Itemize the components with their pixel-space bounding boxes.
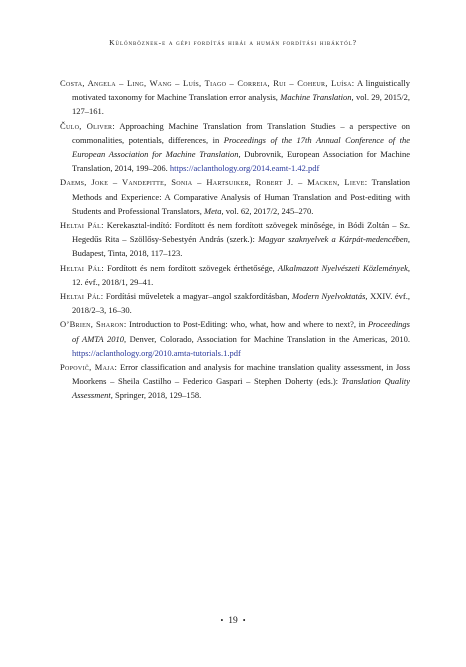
bibliography-list (60, 76, 410, 403)
entry-title: Meta (204, 205, 222, 216)
entry-text: Introduction to Post-Editing: who, what, how and where to next?, in (126, 319, 368, 330)
entry-author: Heltai Pál: (60, 262, 104, 273)
bullet-right: • (242, 616, 246, 625)
entry-title: Alkalmazott Nyelvészeti Közlemények (277, 262, 408, 273)
page-number-value: 19 (228, 616, 238, 626)
entry-author: Heltai Pál: (60, 291, 104, 302)
entry-text: Error classification and analysis for machine translation quality assessment, in Joss Moorkens – Sheila Castilho – Federico Gaspari – Stephen Doherty (eds.): (72, 362, 411, 387)
entry-title: Proceedings of the 17th Annual Conference of the European Association for Machine Translation (72, 134, 410, 160)
entry-details: , 12. évf., 2018/1, 29–41. (72, 262, 410, 287)
entry-text: Approaching Machine Translation from Translation Studies – a perspective on commonalities, potentials, differences, in (72, 120, 410, 145)
entry-author: Daems, Joke – Vandepitte, Sonia – Hartsuiker, Robert J. – Macken, Lieve: (60, 177, 368, 188)
bibliography-entry (60, 119, 410, 176)
entry-title: Magyar szaknyelvek a Kárpát-medencében (258, 234, 408, 245)
entry-title: Translation Quality Assessment (72, 376, 410, 401)
bullet-left: • (220, 616, 224, 625)
running-head: Különböznek-e a gépi fordítás hibái a humán fordítási hibáktól? (109, 38, 357, 47)
entry-author: O’Brien, Sharon: (60, 319, 127, 330)
bibliography-entry (60, 76, 410, 119)
bibliography-entry (60, 317, 410, 360)
entry-text: A linguistically motivated taxonomy for Machine Translation error analysis, (72, 78, 410, 103)
bibliography-entry (60, 289, 410, 317)
entry-text: Fordított és nem fordított szövegek érthetősége, (103, 262, 278, 273)
entry-text: Kerekasztal-indító: Fordított és nem fordított szövegek minősége, in Bódi Zoltán – Sz. Hegedűs Rita – Szöllősy-Sebestyén András (szerk.): (72, 220, 411, 245)
entry-details: , Springer, 2018, 129–158. (110, 390, 202, 401)
entry-url-link[interactable]: https://aclanthology.org/2014.eamt-1.42.pdf (169, 163, 320, 174)
entry-text: Translation Methods and Experience: A Comparative Analysis of Human Translation and Post-editing with Students and Professional Translators, (72, 177, 411, 216)
entry-title: Proceedings of AMTA 2010 (72, 319, 410, 344)
entry-title: Machine Translation (280, 92, 352, 103)
entry-author: Heltai Pál: (60, 220, 104, 231)
page-number (0, 616, 466, 626)
entry-details: , Dubrovnik, European Association for Machine Translation, 2014, 199–206. (72, 149, 410, 174)
bibliography-entry (60, 261, 410, 289)
entry-author: Popovič, Maja: (60, 362, 118, 373)
entry-details: , vol. 62, 2017/2, 245–270. (221, 205, 314, 216)
bibliography-entry (60, 218, 410, 261)
entry-text: Fordítási műveletek a magyar–angol szakfordításban, (103, 291, 293, 302)
entry-details: , Denver, Colorado, Association for Machine Translation in the Americas, 2010. (123, 333, 410, 344)
entry-author: Costa, Angela – Ling, Wang – Luís, Tiago – Correia, Rui – Coheur, Luísa: (60, 78, 355, 88)
bibliography-entry (60, 175, 410, 218)
entry-title: Modern Nyelvoktatás (292, 291, 366, 302)
entry-details: , XXIV. évf., 2018/2–3, 16–30. (72, 291, 410, 316)
entry-details: , Budapest, Tinta, 2018, 117–123. (72, 234, 410, 259)
entry-author: Čulo, Oliver: (60, 120, 115, 131)
entry-url-link[interactable]: https://aclanthology.org/2010.amta-tutorials.1.pdf (72, 347, 241, 358)
bibliography-entry (60, 360, 410, 403)
entry-details: , vol. 29, 2015/2, 127–161. (72, 92, 410, 117)
